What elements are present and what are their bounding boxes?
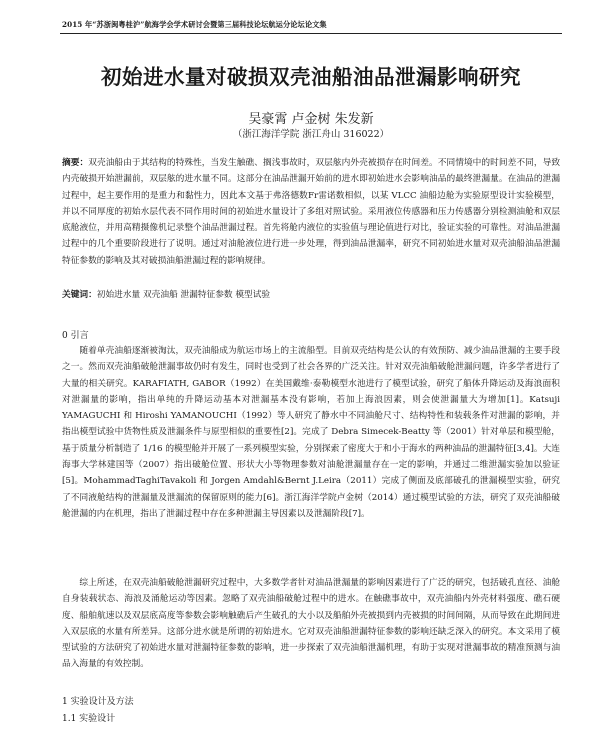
- abstract: [62, 155, 560, 269]
- running-header: 2015 年“苏浙闽粤桂沪”航海学会学术研讨会暨第三届科技论坛航运分论坛论文集: [62, 20, 327, 29]
- section-heading-introduction: 0 引言: [62, 331, 89, 341]
- body-paragraph: 随着单壳油船逐渐被淘汰，双壳油船成为航运市场上的主流船型。目前双壳结构是公认的有效预防、减少油品泄漏的主要手段之一。然而双壳油船破舱泄漏事故仍时有发生，同时也受到了社会各界的广泛关注。针对双壳油船破舱泄漏问题，许多学者进行了大量的相关研究。KARAFIATH, GABOR（1992）在美国戴维·泰勒模型水池进行了模型试验，研究了船体升降运动及海浪面积对泄漏量的影响，指出单纯的升降运动基本对泄漏基本没有影响，若加上海浪因素，则会使泄漏量大为增加[1]。Katsuji YAMAGUCHI 和 Hiroshi YAMANOUCHI（1992）等人研究了静水中不同油舱尺寸、结构特性和装载条件对泄漏的影响，并指出模型试验中货物性质及泄漏条件与原型相似的重要性[2]。完成了 Debra Simecek-Beatty 等（2001）针对单层和模型舱，基于质量分析制造了 1/16 的模型舱并开展了一系列模型实验，分别探索了密度大于和小于海水的两种油品的泄漏特征[3,4]。大连海事大学林建国等（2007）指出破舱位置、形状大小等物理参数对油舱泄漏量存在一定的影响，并通过二维泄漏实验加以验证[5]。MohammadTaghiTavakoli 和 Jorgen Amdahl&Bernt J.Leira（2011）完成了侧面及底部破孔的泄漏模型实验，研究了不同液舱结构的泄漏量及泄漏流的保留原则的能力[6]。浙江海洋学院卢金树（2014）通过模型试验的方法，研究了双壳油船破舱泄漏的内在机理，指出了泄漏过程中存在多种泄漏主导因素以及泄漏阶段[7]。: [62, 346, 560, 519]
- abstract-label: 摘要：: [62, 158, 89, 168]
- keywords-label: 关键词：: [62, 290, 97, 300]
- paper-title: 初始进水量对破损双壳油船油品泄漏影响研究: [101, 65, 521, 89]
- subsection-heading-design: 1.1 实验设计: [62, 714, 116, 724]
- affiliation: （浙江海洋学院 浙江舟山 316022）: [232, 129, 390, 140]
- keywords-text: 初始进水量 双壳油船 泄漏特征参数 模型试验: [96, 290, 271, 300]
- section-heading-methods: 1 实验设计及方法: [62, 697, 134, 707]
- abstract-text: 双壳油船由于其结构的特殊性，当发生触礁、搁浅事故时，双层舷内外壳被损存在时间差。不同情境中的时间差不同，导致内壳破损开始泄漏前，双层舷的进水量不同。这部分在油品泄漏开始前的进水即初始进水会影响油品的最终泄漏量。在油品的泄漏过程中，起主要作用的是重力和黏性力，因此本文基于弗洛德数Fr雷诺数相似，以某 VLCC 油船边舱为实验原型设计实验模型，并以不同厚度的初始水层代表不同作用时间的初始进水量设计了多组对照试验。采用液位传感器和压力传感器分别检测油舱和双层底舱液位，并用高精摄像机记录整个油品泄漏过程。首先将舱内液位的实验值与理论值进行对比，验证实验的可靠性。对油品泄漏过程中的几个重要阶段进行了说明。通过对油舱液位进行进一步处理，得到油品泄漏率，研究不同初始进水量对双壳油船油品泄漏特征参数的影响及其对破损油船泄漏过程的影响规律。: [62, 158, 561, 266]
- keywords: [62, 287, 560, 303]
- header-rule: [60, 33, 562, 34]
- author-list: 吴豪霄 卢金树 朱发新: [248, 112, 374, 127]
- body-paragraph: 综上所述，在双壳油船破舱泄漏研究过程中，大多数学者针对油品泄漏量的影响因素进行了广泛的研究，包括破孔直径、油舱自身装载状态、海浪及涌舱运动等因素。忽略了双壳油船破舱过程中的进水。在触礁事故中，双壳油船内外壳材料强度、礁石硬度、船舶航速以及双层底高度等参数会影响触礁后产生破孔的大小以及船舶外壳被损到内壳被损的时间间隔，从而导致在此期间进入双层底的水量有所差异。这部分进水就是所谓的初始进水。它对双壳油船泄漏特征参数的影响还缺乏深入的研究。本文采用了模型试验的方法研究了初始进水量对泄漏特征参数的影响，进一步探索了双壳油船泄漏机理，有助于实现对泄漏事故的精准预测与油品入海量的有效控制。: [62, 578, 560, 670]
